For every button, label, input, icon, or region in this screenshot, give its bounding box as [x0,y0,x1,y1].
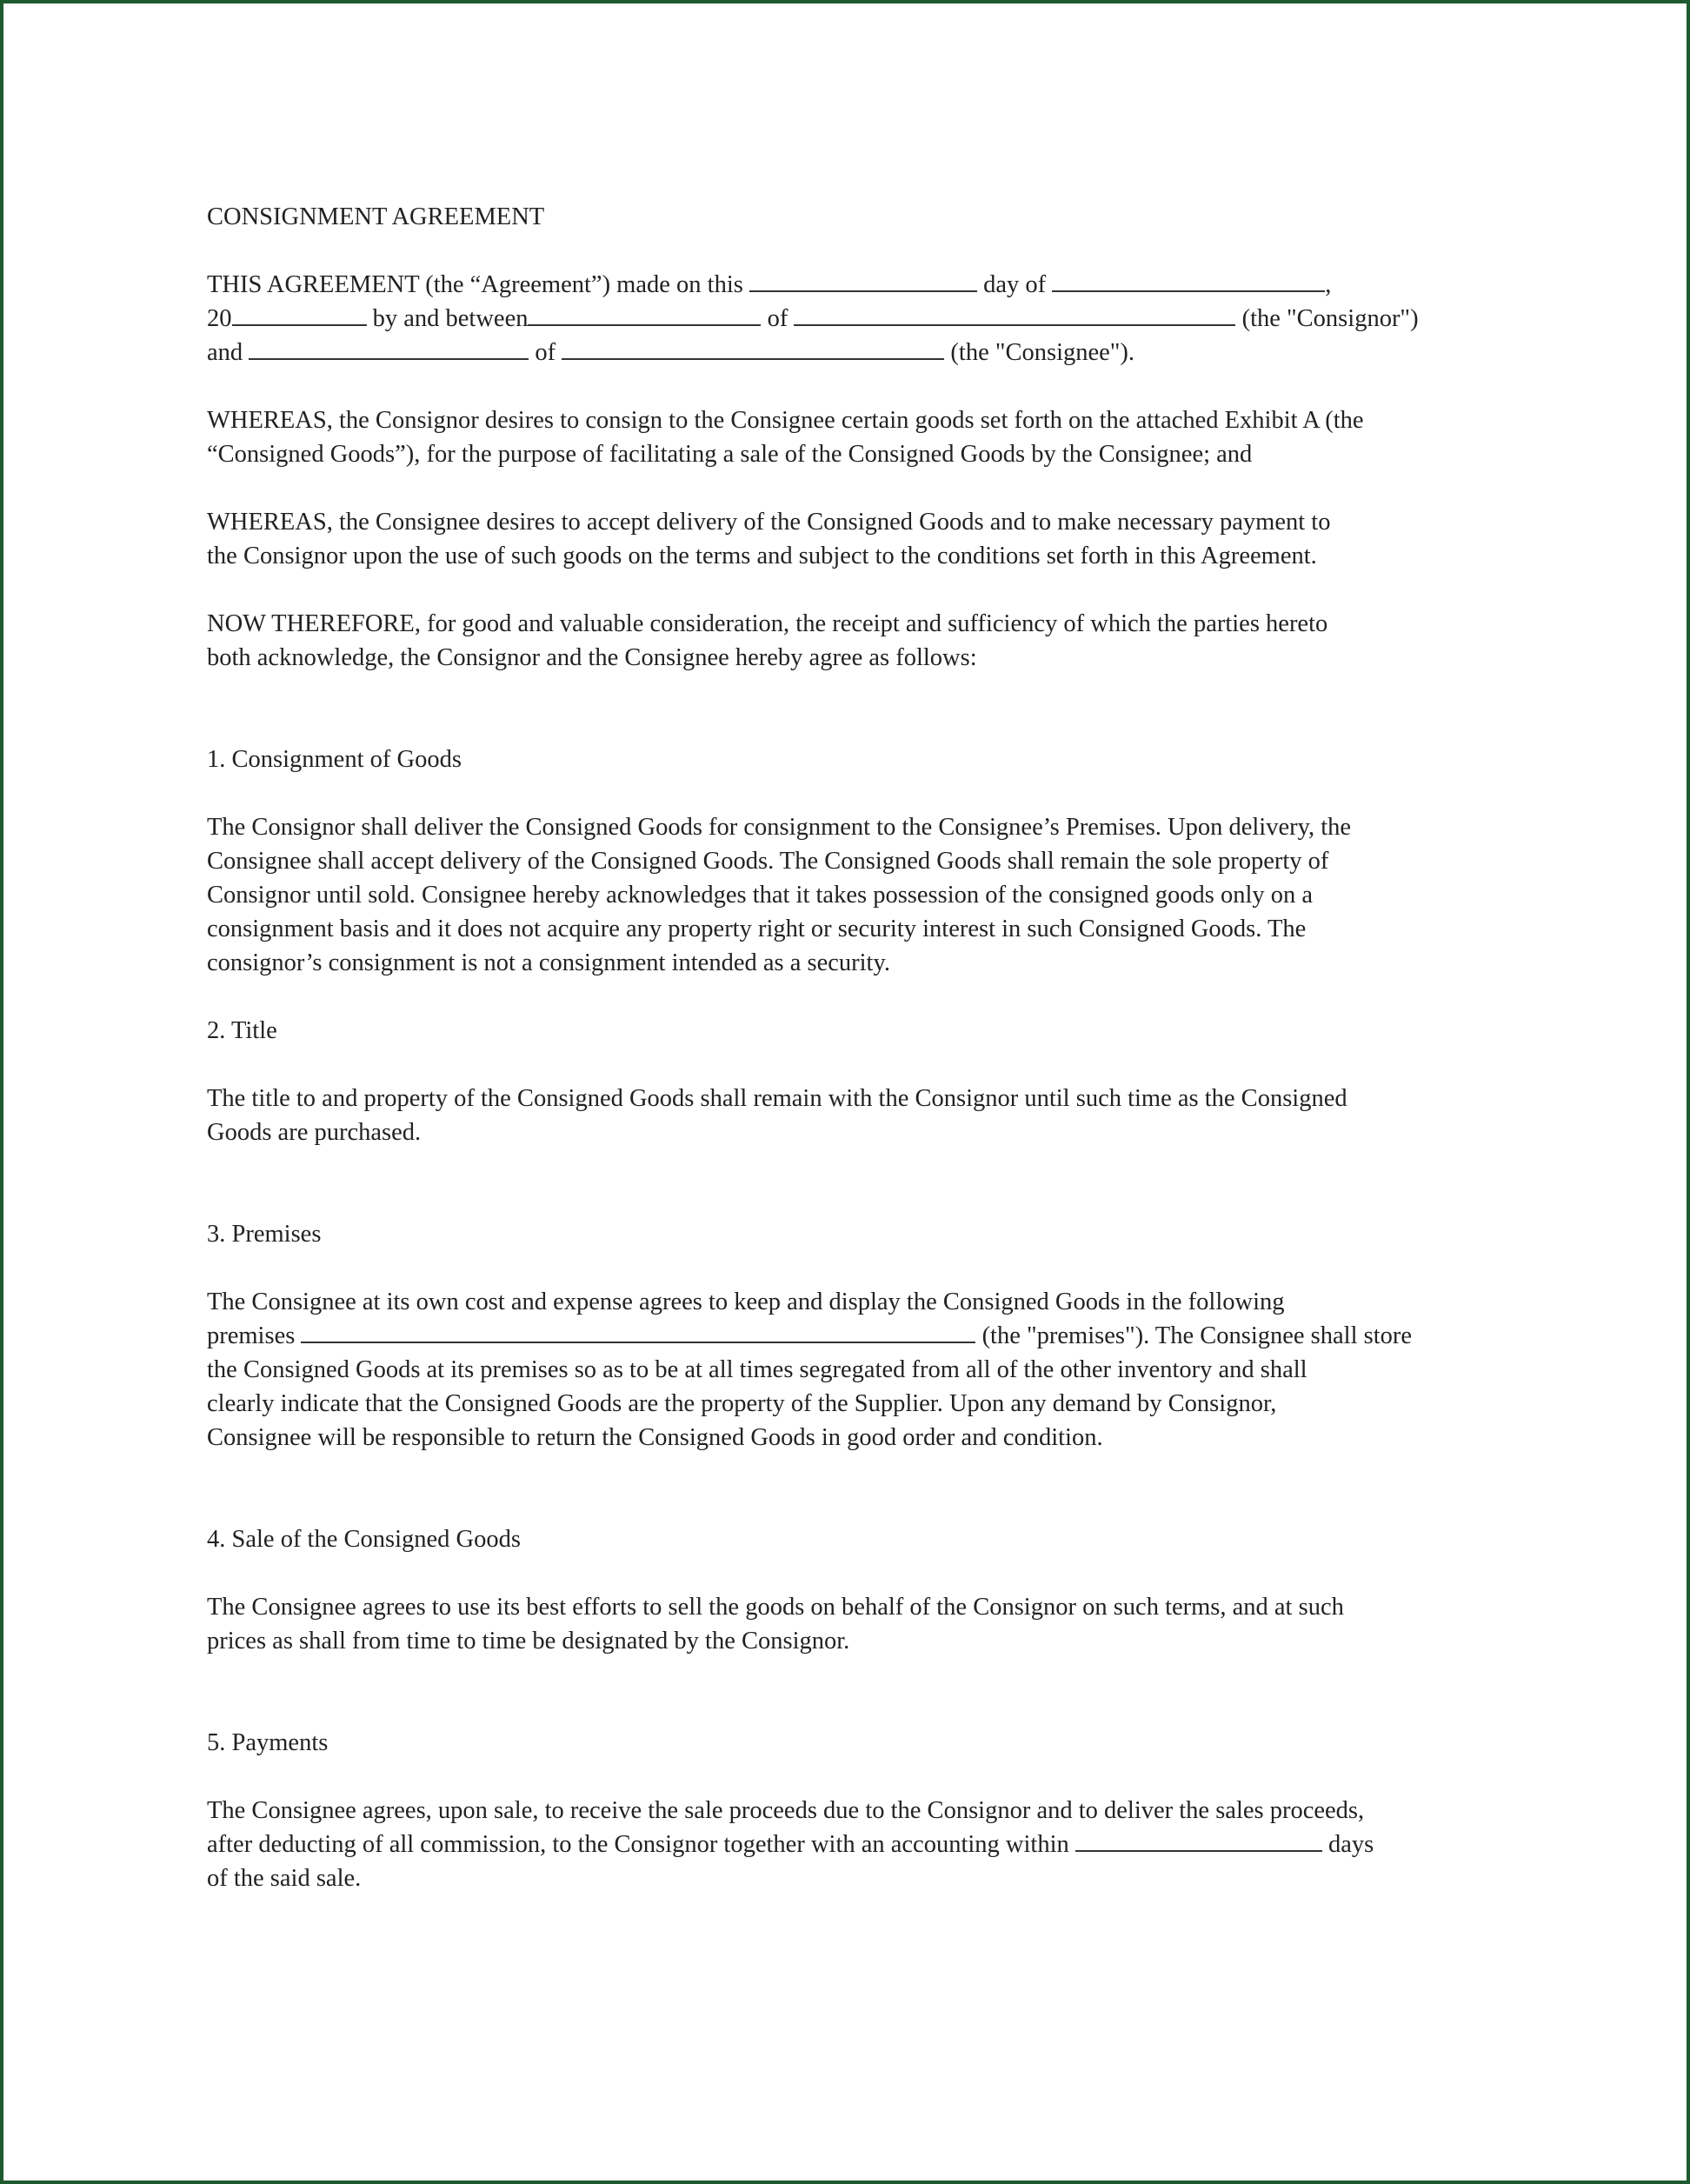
whereas-2-line: WHEREAS, the Consignee desires to accept delivery of the Consigned Goods and to make necessary payment to [207,509,1331,536]
section-5-text: after deducting of all commission, to the Consignor together with an accounting within [207,1831,1069,1858]
section-1-line: consignor’s consignment is not a consignment intended as a security. [207,949,890,976]
now-therefore-line: NOW THEREFORE, for good and valuable consideration, the receipt and sufficiency of which the parties hereto [207,610,1328,637]
section-3-line [207,1319,1528,1353]
whereas-1-line: WHEREAS, the Consignor desires to consign to the Consignee certain goods set forth on the attached Exhibit A (the [207,407,1364,434]
intro-line-2 [207,302,1528,336]
section-3-line: clearly indicate that the Consigned Goods are the property of the Supplier. Upon any demand by Consignor, [207,1390,1277,1417]
consignor-name-blank[interactable] [528,302,761,326]
section-3-text: (the "premises"). The Consignee shall store [981,1322,1413,1349]
section-3-line: The Consignee at its own cost and expense agrees to keep and display the Consigned Goods in the following [207,1288,1285,1315]
agreement-document [207,200,1528,1895]
premises-address-blank[interactable] [301,1319,975,1343]
section-5-heading: 5. Payments [207,1729,329,1756]
section-5-line: of the said sale. [207,1865,362,1892]
intro-line-1 [207,268,1528,302]
consignee-address-blank[interactable] [562,336,944,360]
section-1-heading: 1. Consignment of Goods [207,746,462,773]
consignee-name-blank[interactable] [249,336,529,360]
section-2-heading: 2. Title [207,1017,277,1044]
section-5-line [207,1828,1528,1861]
intro-text: of [767,305,788,332]
whereas-2-line: the Consignor upon the use of such goods on the terms and subject to the conditions set forth in this Agreement. [207,543,1317,569]
intro-line-3 [207,336,1528,370]
section-1-line: The Consignor shall deliver the Consigned Goods for consignment to the Consignee’s Premises. Upon delivery, the [207,814,1352,841]
section-5-line: The Consignee agrees, upon sale, to receive the sale proceeds due to the Consignor and to deliver the sales proceeds, [207,1797,1365,1824]
intro-text: of [535,339,556,366]
intro-text: (the "Consignor") [1241,305,1419,332]
section-4-heading: 4. Sale of the Consigned Goods [207,1526,521,1553]
section-3-line: Consignee will be responsible to return the Consigned Goods in good order and condition. [207,1424,1103,1451]
intro-text: by and between [372,305,529,332]
section-1-line: consignment basis and it does not acquire any property right or security interest in such Consigned Goods. The [207,916,1307,942]
section-5-text: days [1328,1831,1374,1858]
section-4-line: The Consignee agrees to use its best efforts to sell the goods on behalf of the Consignor on such terms, and at such [207,1594,1344,1621]
agreement-day-blank[interactable] [749,268,977,292]
agreement-month-blank[interactable] [1052,268,1325,292]
section-2-line: The title to and property of the Consigned Goods shall remain with the Consignor until such time as the Consigned [207,1085,1347,1112]
accounting-days-blank[interactable] [1075,1828,1322,1852]
intro-text: (the "Consignee"). [950,339,1135,366]
intro-text: 20 [207,305,232,332]
section-2-line: Goods are purchased. [207,1119,422,1146]
intro-text: day of [983,271,1047,298]
whereas-1-line: “Consigned Goods”), for the purpose of facilitating a sale of the Consigned Goods by the Consignee; and [207,441,1253,468]
section-4-line: prices as shall from time to time be designated by the Consignor. [207,1628,850,1655]
intro-text: THIS AGREEMENT (the “Agreement”) made on this [207,271,743,298]
document-title: CONSIGNMENT AGREEMENT [207,203,545,230]
section-1-line: Consignor until sold. Consignee hereby acknowledges that it takes possession of the consigned goods only on a [207,882,1314,909]
section-3-text: premises [207,1322,296,1349]
section-3-heading: 3. Premises [207,1221,322,1248]
intro-text: , [1325,271,1332,298]
section-1-line: Consignee shall accept delivery of the Consigned Goods. The Consigned Goods shall remain the sole property of [207,848,1329,875]
consignor-address-blank[interactable] [794,302,1235,326]
section-3-line: the Consigned Goods at its premises so as to be at all times segregated from all of the other inventory and shall [207,1356,1307,1383]
now-therefore-line: both acknowledge, the Consignor and the Consignee hereby agree as follows: [207,644,977,671]
intro-text: and [207,339,243,366]
agreement-year-blank[interactable] [232,302,367,326]
